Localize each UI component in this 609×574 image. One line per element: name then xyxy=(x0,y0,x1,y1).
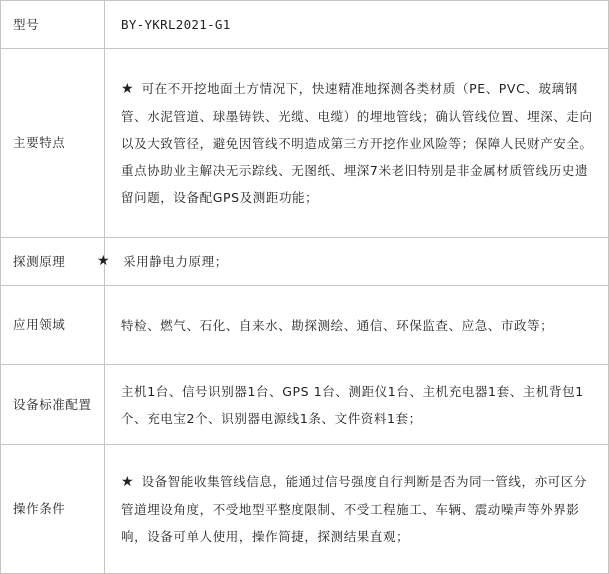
spec-label-operating-conditions: 操作条件 xyxy=(1,445,105,574)
spec-value-model: BY-YKRL2021-G1 xyxy=(105,1,609,49)
spec-label-applications: 应用领域 xyxy=(1,286,105,365)
spec-row-features xyxy=(1,49,609,238)
spec-row-operating-conditions xyxy=(1,445,609,574)
spec-row-standard-config xyxy=(1,365,609,445)
spec-row-principle xyxy=(1,238,609,286)
spec-row-applications xyxy=(1,286,609,365)
spec-label-features: 主要特点 xyxy=(1,49,105,238)
spec-value-operating-conditions xyxy=(105,445,609,574)
spec-value-standard-config: 主机1台、信号识别器1台、GPS 1台、测距仪1台、主机充电器1套、主机背包1个、充电宝2个、识别器电源线1条、文件资料1套； xyxy=(105,365,609,445)
spec-text-principle: 采用静电力原理； xyxy=(123,254,228,269)
star-icon: ★ xyxy=(121,81,134,97)
star-icon: ★ xyxy=(97,253,111,269)
spec-label-standard-config: 设备标准配置 xyxy=(1,365,105,445)
spec-row-model xyxy=(1,1,609,49)
spec-value-features xyxy=(105,49,609,238)
spec-text-operating-conditions: 设备智能收集管线信息，能通过信号强度自行判断是否为同一管线，亦可区分管道埋设角度，不受地型平整度限制、不受工程施工、车辆、震动噪声等外界影响，设备可单人使用，操作简捷，探测结果直观； xyxy=(121,474,587,544)
spec-text-features: 可在不开挖地面土方情况下，快速精准地探测各类材质（PE、PVC、玻璃钢管、水泥管道、球墨铸铁、光缆、电缆）的埋地管线；确认管线位置、埋深、走向以及大致管径，避免因管线不明造成第三方开挖作业风险等；保障人民财产安全。重点协助业主解决无示踪线、无图纸、埋深7米老旧特别是非金属材质管线历史遗留问题，设备配GPS及测距功能； xyxy=(121,81,593,205)
spec-value-applications: 特检、燃气、石化、自来水、勘探测绘、通信、环保监查、应急、市政等； xyxy=(105,286,609,365)
spec-value-principle xyxy=(97,238,609,286)
spec-label-model: 型号 xyxy=(1,1,105,49)
spec-label-principle: 探测原理 xyxy=(1,238,105,286)
star-icon: ★ xyxy=(121,474,134,490)
